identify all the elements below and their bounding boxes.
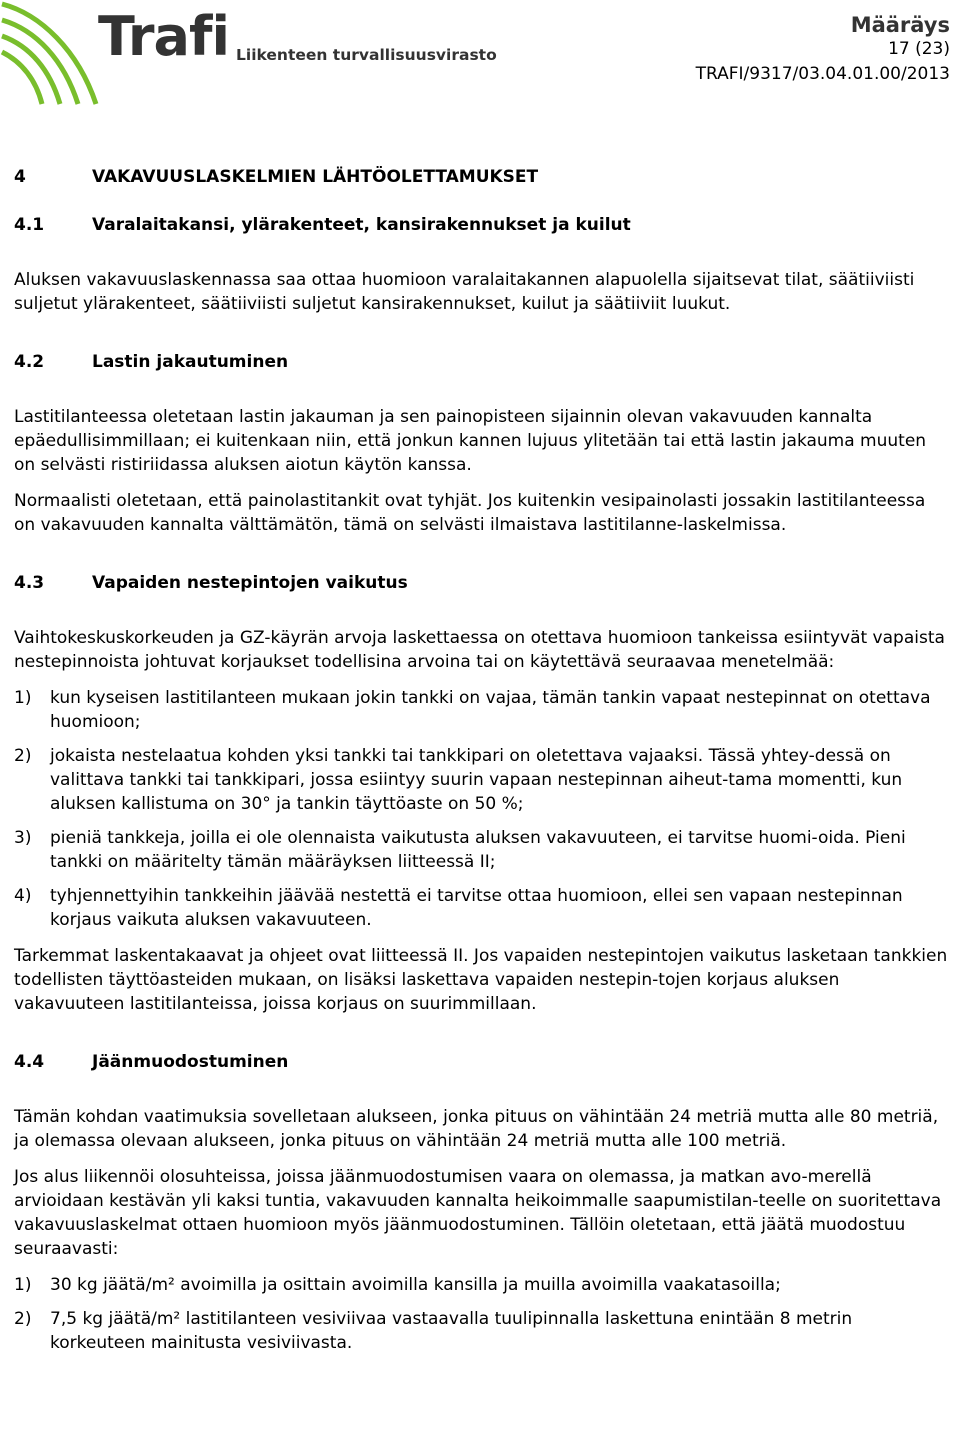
list-item xyxy=(14,884,950,932)
paragraph: Lastitilanteessa oletetaan lastin jakauman ja sen painopisteen sijainnin olevan vakavuuden kannalta epäedullisimmillaan; ei kuitenkaan niin, että jonkun kannen lujuus ylitetään tai että lastin jakauma muuten on selvästi ristiriidassa aluksen aiotun käytön kanssa. xyxy=(14,407,927,475)
document-type: Määräys xyxy=(850,13,950,37)
section-4-1 xyxy=(14,213,950,316)
trafi-swoosh-logo xyxy=(0,0,110,110)
section-number: 4.4 xyxy=(14,1052,45,1072)
paragraph: Vaihtokeskuskorkeuden ja GZ-käyrän arvoja laskettaessa on otettava huomioon tankeissa esiintyvät vapaista nestepinnoista johtuvat korjaukset todellisina arvoina tai on käytettävä seuraavaa menetelmää: xyxy=(14,628,945,672)
document-body xyxy=(14,165,950,1367)
list-item xyxy=(14,1307,950,1355)
section-title: Jäänmuodostuminen xyxy=(92,1052,289,1072)
list-item xyxy=(14,744,950,816)
chapter-title: VAKAVUUSLASKELMIEN LÄHTÖOLETTAMUKSET xyxy=(92,167,539,187)
section-title: Lastin jakautuminen xyxy=(92,352,289,372)
list-item-text: 30 kg jäätä/m² avoimilla ja osittain avoimilla kansilla ja muilla avoimilla vaakatasoilla; xyxy=(50,1275,781,1295)
section-number: 4.3 xyxy=(14,573,45,593)
list-item-text: 7,5 kg jäätä/m² lastitilanteen vesiviivaa vastaavalla tuulipinnalla laskettuna enintään 8 metrin korkeuteen mainitusta vesiviivasta. xyxy=(50,1309,853,1353)
list-marker: 2) xyxy=(14,1309,32,1329)
list-item-text: kun kyseisen lastitilanteen mukaan jokin tankki on vajaa, tämän tankin vapaat nestepinnat on otettava huomioon; xyxy=(50,688,931,732)
section-4-4 xyxy=(14,1050,950,1355)
section-heading xyxy=(14,571,950,595)
section-number: 4.2 xyxy=(14,352,45,372)
list-marker: 1) xyxy=(14,1275,32,1295)
numbered-list xyxy=(14,1273,950,1355)
page-header xyxy=(0,0,960,120)
section-4-3 xyxy=(14,571,950,1016)
document-reference: TRAFI/9317/03.04.01.00/2013 xyxy=(695,64,950,84)
paragraph: Normaalisti oletetaan, että painolastitankit ovat tyhjät. Jos kuitenkin vesipainolasti jossakin lastitilanteessa on vakavuuden kannalta välttämätön, tämä on selvästi ilmaistava lastitilanne-laskelmissa. xyxy=(14,491,926,535)
list-item-text: tyhjennettyihin tankkeihin jäävää nestettä ei tarvitse ottaa huomioon, ellei sen vapaan nestepinnan korjaus vaikuta aluksen vakavuuteen. xyxy=(50,886,903,930)
paragraph: Jos alus liikennöi olosuhteissa, joissa jäänmuodostumisen vaara on olemassa, ja matkan avo-merellä arvioidaan kestävän yli kaksi tuntia, vakavuuden kannalta heikoimmalle saapumistilan-teelle on suoritettava vakavuuslaskelmat ottaen huomioon myös jäänmuodostuminen. Tällöin oletetaan, että jäätä muodostuu seuraavasti: xyxy=(14,1167,942,1259)
section-heading xyxy=(14,213,950,237)
logo-wordmark: Trafi xyxy=(98,5,229,68)
chapter-heading xyxy=(14,165,950,189)
section-title: Varalaitakansi, ylärakenteet, kansirakennukset ja kuilut xyxy=(92,215,631,235)
list-marker: 1) xyxy=(14,688,32,708)
list-marker: 3) xyxy=(14,828,32,848)
list-marker: 2) xyxy=(14,746,32,766)
numbered-list xyxy=(14,686,950,932)
paragraph: Aluksen vakavuuslaskennassa saa ottaa huomioon varalaitakannen alapuolella sijaitsevat tilat, säätiiviisti suljetut ylärakenteet, säätiiviisti suljetut kansirakennukset, kuilut ja säätiiviit luukut. xyxy=(14,270,915,314)
list-marker: 4) xyxy=(14,886,32,906)
page-number: 17 (23) xyxy=(888,39,950,59)
section-title: Vapaiden nestepintojen vaikutus xyxy=(92,573,408,593)
logo-subtitle: Liikenteen turvallisuusvirasto xyxy=(236,46,497,64)
section-heading xyxy=(14,350,950,374)
list-item-text: pieniä tankkeja, joilla ei ole olennaista vaikutusta aluksen vakavuuteen, ei tarvitse huomi-oida. Pieni tankki on määritelty tämän määräyksen liitteessä II; xyxy=(50,828,906,872)
list-item xyxy=(14,826,950,874)
list-item-text: jokaista nestelaatua kohden yksi tankki tai tankkipari on oletettava vajaaksi. Tässä yhtey-dessä on valittava tankki tai tankkipari, jossa esiintyy suurin vapaan nestepinnan aiheut-tama momentti, kun aluksen kallistuma on 30° ja tankin täyttöaste on 50 %; xyxy=(50,746,903,814)
list-item xyxy=(14,1273,950,1297)
paragraph: Tarkemmat laskentakaavat ja ohjeet ovat liitteessä II. Jos vapaiden nestepintojen vaikutus lasketaan tankkien todellisten täyttöasteiden mukaan, on lisäksi laskettava vapaiden nestepin-tojen korjaus aluksen vakavuuteen lastitilanteissa, joissa korjaus on suurimmillaan. xyxy=(14,946,948,1014)
list-item xyxy=(14,686,950,734)
section-number: 4.1 xyxy=(14,215,45,235)
chapter-number: 4 xyxy=(14,167,26,187)
paragraph: Tämän kohdan vaatimuksia sovelletaan alukseen, jonka pituus on vähintään 24 metriä mutta alle 80 metriä, ja olemassa olevaan alukseen, jonka pituus on vähintään 24 metriä mutta alle 100 metriä. xyxy=(14,1107,939,1151)
section-heading xyxy=(14,1050,950,1074)
section-4-2 xyxy=(14,350,950,537)
